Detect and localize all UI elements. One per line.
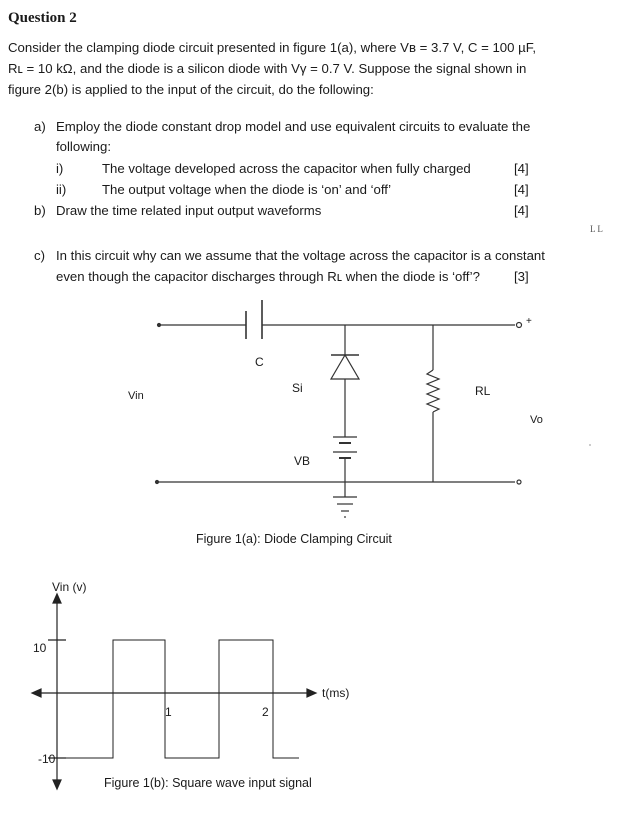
vo-label: Vo bbox=[530, 414, 543, 426]
part-aii-text: The output voltage when the diode is ‘on’ and ‘off’ bbox=[102, 182, 392, 197]
part-c-label: c) bbox=[34, 248, 45, 263]
x-axis-arrow-left bbox=[32, 689, 41, 697]
waveform-y-top-tick-label: 10 bbox=[33, 641, 47, 655]
vb-label: VB bbox=[294, 454, 311, 468]
part-ai-label: i) bbox=[56, 161, 64, 176]
part-b-label: b) bbox=[34, 203, 46, 218]
intro-line-1: Consider the clamping diode circuit presented in figure 1(a), where Vʙ = 3.7 V, C = 100 µF, bbox=[8, 40, 536, 55]
x-axis-arrow-right bbox=[307, 689, 316, 697]
vin-label: Vin bbox=[128, 390, 144, 402]
part-ai-text: The voltage developed across the capacitor when fully charged bbox=[102, 161, 471, 176]
square-wave-signal bbox=[57, 640, 299, 758]
diode-label: Si bbox=[292, 381, 303, 395]
figure-1a-caption: Figure 1(a): Diode Clamping Circuit bbox=[196, 532, 392, 546]
intro-line-3: figure 2(b) is applied to the input of the circuit, do the following: bbox=[8, 82, 374, 97]
part-a-text-1: Employ the diode constant drop model and use equivalent circuits to evaluate the bbox=[56, 119, 531, 134]
part-a-label: a) bbox=[34, 119, 46, 134]
part-aii-marks: [4] bbox=[514, 182, 529, 197]
output-plus-sign: + bbox=[526, 316, 532, 327]
margin-mark: L L bbox=[590, 224, 603, 234]
part-a-text-2: following: bbox=[56, 139, 111, 154]
waveform-y-label: Vin (v) bbox=[52, 580, 87, 594]
y-axis-arrow-up bbox=[53, 594, 61, 603]
question-title: Question 2 bbox=[8, 10, 77, 26]
rl-label: RL bbox=[475, 384, 491, 398]
part-c-text-2: even though the capacitor discharges through Rʟ when the diode is ‘off’? bbox=[56, 269, 480, 284]
waveform-x-tick-2: 2 bbox=[262, 705, 269, 719]
waveform-y-bottom-tick-label: -10 bbox=[38, 752, 56, 766]
part-ai-marks: [4] bbox=[514, 161, 529, 176]
intro-line-2: Rʟ = 10 kΩ, and the diode is a silicon diode with Vγ = 0.7 V. Suppose the signal shown in bbox=[8, 61, 527, 76]
figure-1b-caption: Figure 1(b): Square wave input signal bbox=[104, 776, 312, 790]
part-b-marks: [4] bbox=[514, 203, 529, 218]
part-b-text: Draw the time related input output waveforms bbox=[56, 203, 322, 218]
waveform-x-tick-1: 1 bbox=[165, 705, 172, 719]
waveform-x-label: t(ms) bbox=[322, 686, 350, 700]
capacitor-label: C bbox=[255, 355, 264, 369]
part-c-marks: [3] bbox=[514, 269, 529, 284]
part-c-text-1: In this circuit why can we assume that the voltage across the capacitor is a constant bbox=[56, 248, 545, 263]
part-aii-label: ii) bbox=[56, 182, 67, 197]
y-axis-arrow-down bbox=[53, 780, 61, 789]
